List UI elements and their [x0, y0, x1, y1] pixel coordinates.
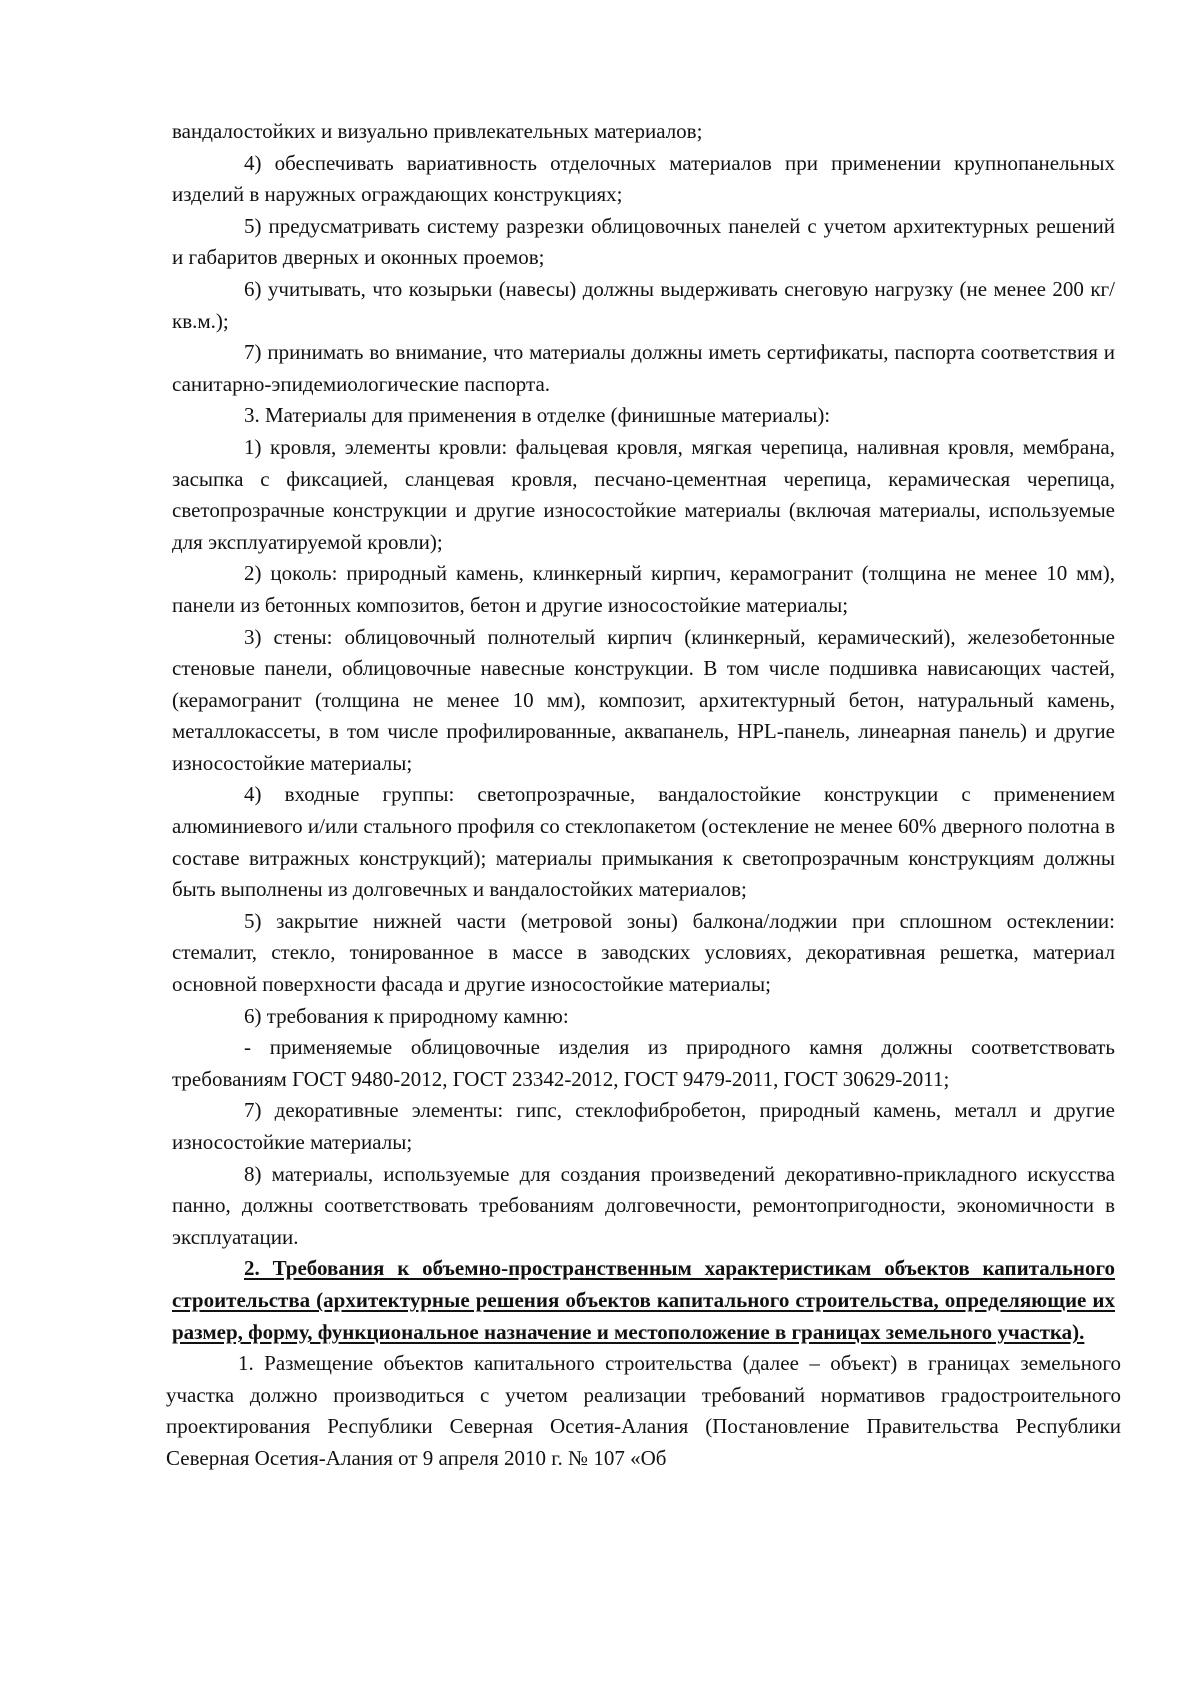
paragraph-continuation: вандалостойких и визуально привлекательных материалов; — [172, 119, 703, 143]
paragraph-item-6-canopies: 6) учитывать, что козырьки (навесы) должны выдерживать снеговую нагрузку (не менее 200 кг/кв.м.); — [172, 276, 1115, 333]
paragraph-item-5-panel-cutting: 5) предусматривать систему разрезки облицовочных панелей с учетом архитектурных решений и габаритов дверных и оконных проемов; — [172, 213, 1115, 270]
paragraph-placement-requirements: 1. Размещение объектов капитального строительства (далее – объект) в границах земельного участка должно производиться с учетом реализации требований нормативов градостроительного проектирования Республики Северная Осетия-Алания (Постановление Правительства Республики Северная Осетия-Алания от 9 апреля 2010 г. № 107 «Об — [166, 1351, 1121, 1470]
paragraph-item-7-certificates: 7) принимать во внимание, что материалы должны иметь сертификаты, паспорта соответствия и санитарно-эпидемиологические паспорта. — [172, 340, 1115, 396]
paragraph-balcony-closure: 5) закрытие нижней части (метровой зоны) балкона/лоджии при сплошном остеклении: стемалит, стекло, тонированное в массе в заводских условиях, декоративная решетка, материал основной поверхности фасада и другие износостойкие материалы; — [172, 908, 1115, 997]
paragraph-item-4-variability: 4) обеспечивать вариативность отделочных материалов при применении крупнопанельных изделий в наружных ограждающих конструкциях; — [172, 150, 1115, 207]
paragraph-decorative-elements: 7) декоративные элементы: гипс, стеклофибробетон, природный камень, металл и другие износостойкие материалы; — [172, 1098, 1115, 1154]
paragraph-wall-materials: 3) стены: облицовочный полнотелый кирпич (клинкерный, керамический), железобетонные стеновые панели, облицовочные навесные конструкции. В том числе подшивка нависающих частей, (керамогранит (толщина не менее 10 мм), композит, архитектурный бетон, натуральный камень, металлокассеты, в том числе профилированные, аквапанель, HPL-панель, линеарная панель) и другие износостойкие материалы; — [172, 624, 1115, 775]
paragraph-plinth-materials: 2) цоколь: природный камень, клинкерный кирпич, керамогранит (толщина не менее 10 мм), панели из бетонных композитов, бетон и другие износостойкие материалы; — [172, 561, 1115, 617]
paragraph-entrance-groups: 4) входные группы: светопрозрачные, вандалостойкие конструкции с применением алюминиевого и/или стального профиля со стеклопакетом (остекление не менее 60% дверного полотна в составе витражных конструкций); материалы примыкания к светопрозрачным конструкциям должны быть выполнены из долговечных и вандалостойких материалов; — [172, 782, 1115, 902]
section-heading: 2. Требования к объемно-пространственным характеристикам объектов капитального строительства (архитектурные решения объектов капитального строительства, определяющие их размер, форму, функциональное назначение и местоположение в границах земельного участка). — [172, 1256, 1115, 1344]
paragraph-applied-art-materials: 8) материалы, используемые для создания произведений декоративно-прикладного искусства панно, должны соответствовать требованиям долговечности, ремонтопригодности, экономичности в эксплуатации. — [172, 1161, 1115, 1249]
paragraph-natural-stone-requirements: 6) требования к природному камню: — [244, 1003, 569, 1028]
document-body — [166, 116, 1121, 1475]
paragraph-gost-requirements: - применяемые облицовочные изделия из природного камня должны соответствовать требованиям ГОСТ 9480-2012, ГОСТ 23342-2012, ГОСТ 9479-2011, ГОСТ 30629-2011; — [172, 1035, 1115, 1091]
paragraph-roof-materials: 1) кровля, элементы кровли: фальцевая кровля, мягкая черепица, наливная кровля, мембрана, засыпка с фиксацией, сланцевая кровля, песчано-цементная черепица, керамическая черепица, светопрозрачные конструкции и другие износостойкие материалы (включая материалы, используемые для эксплуатируемой кровли); — [172, 434, 1115, 554]
paragraph-section-3-finishing-materials: 3. Материалы для применения в отделке (финишные материалы): — [244, 403, 831, 428]
